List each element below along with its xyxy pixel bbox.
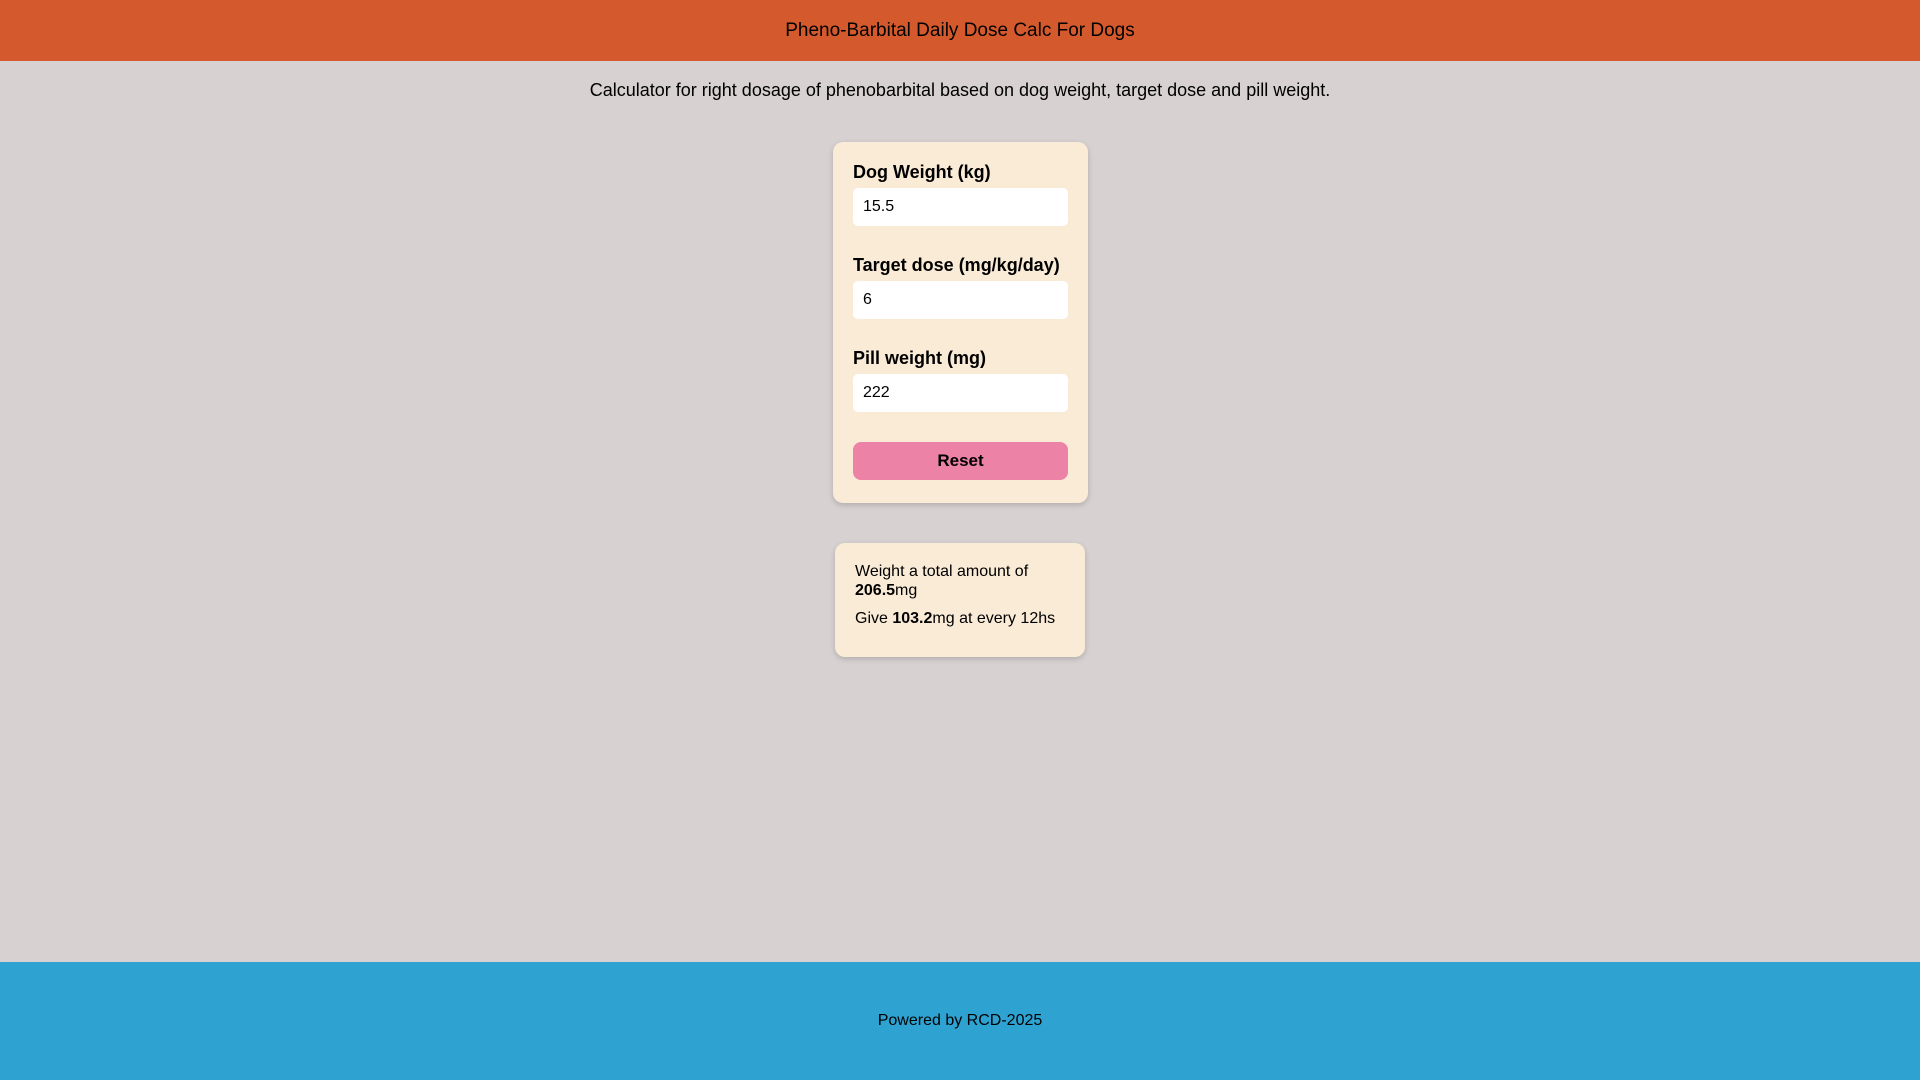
calculator-form: [833, 142, 1088, 503]
footer-credit: Powered by RCD-2025: [877, 1012, 1043, 1029]
reset-button[interactable]: Reset: [853, 442, 1068, 480]
dose-value: 103.2: [892, 610, 933, 627]
page-footer: [0, 962, 1920, 1080]
total-amount-value: 206.5: [855, 582, 896, 599]
total-amount-text: [855, 562, 1065, 600]
pill-weight-input[interactable]: [853, 374, 1068, 412]
target-dose-input[interactable]: [853, 281, 1068, 319]
pill-weight-label: Pill weight (mg): [853, 348, 986, 368]
dose-suffix: mg at every 12hs: [932, 610, 1056, 627]
target-dose-group: [853, 254, 1068, 319]
dog-weight-group: [853, 161, 1068, 226]
dose-prefix: Give: [855, 610, 893, 627]
target-dose-label: Target dose (mg/kg/day): [853, 255, 1060, 275]
total-amount-prefix: Weight a total amount of: [855, 563, 1029, 580]
intro-text: Calculator for right dosage of phenobarbital based on dog weight, target dose and pill weight.: [589, 80, 1331, 100]
dose-text: [855, 609, 1065, 628]
pill-weight-group: [853, 347, 1068, 412]
dog-weight-label: Dog Weight (kg): [853, 162, 991, 182]
total-amount-unit: mg: [895, 582, 918, 599]
dog-weight-input[interactable]: [853, 188, 1068, 226]
result-panel: [835, 543, 1085, 657]
page-title: Pheno-Barbital Daily Dose Calc For Dogs: [785, 19, 1135, 41]
page-header: [0, 0, 1920, 61]
